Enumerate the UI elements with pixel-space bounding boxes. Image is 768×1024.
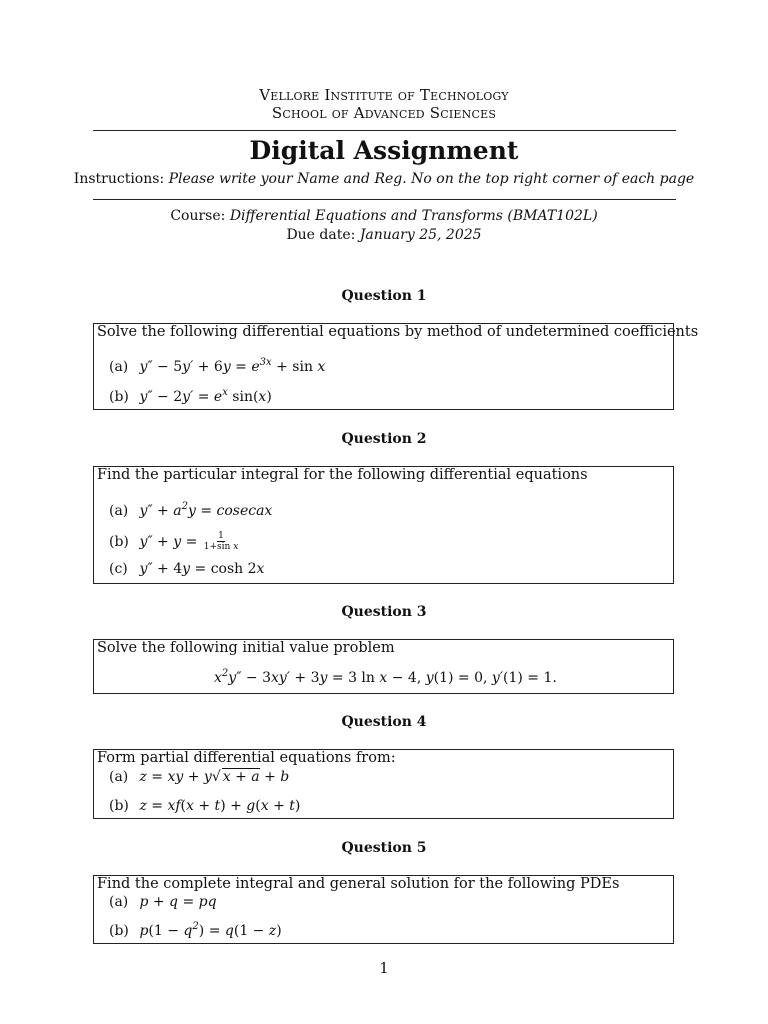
- question-5-heading: Question 5: [341, 840, 427, 856]
- question-2-heading: Question 2: [341, 431, 427, 447]
- question-2a: [109, 503, 272, 519]
- institute-name-text: Vellore Institute of Technology: [259, 86, 509, 104]
- question-3-intro: Solve the following initial value problem: [97, 640, 395, 656]
- question-1b-expr: $y'' - 2y' = e^x$ sin(x): [139, 387, 272, 405]
- school-name: [0, 104, 768, 122]
- question-4a: [109, 768, 289, 785]
- instructions: [0, 171, 768, 187]
- middle-rule: [93, 199, 676, 200]
- question-5b-expr: $p(1 - q^2) = q(1 - z)$: [139, 921, 282, 939]
- question-2-intro: Find the particular integral for the following differential equations: [97, 467, 588, 483]
- item-label: (b): [109, 533, 129, 550]
- question-3-box: [93, 639, 674, 694]
- question-2c-expr: y″ + 4y = cosh 2x: [139, 561, 265, 577]
- question-1a-expr: $y'' - 5y' + 6y = e^{3x} + \sin x$: [139, 357, 326, 375]
- question-2b-expr: y″ + y = $\frac{1}{\text{1+sin x}}$: [139, 531, 239, 552]
- question-4-heading: Question 4: [341, 714, 427, 730]
- item-label: (b): [109, 923, 129, 939]
- question-1-box: [93, 323, 699, 410]
- question-3-expr: $x^2y'' - 3xy' + 3y = 3$ ln x − 4, y(1) = 0, y′(1) = 1.: [214, 668, 557, 686]
- school-name-text: School of Advanced Sciences: [271, 104, 497, 122]
- question-2-box: [93, 466, 674, 584]
- instructions-label: Instructions:: [73, 171, 165, 187]
- course-label: Course:: [170, 208, 226, 224]
- due-text: January 25, 2025: [359, 227, 482, 243]
- item-label: (a): [109, 359, 129, 375]
- question-3-equation: [214, 670, 557, 686]
- question-5-box: [93, 875, 674, 944]
- due-date-line: [0, 227, 768, 243]
- item-label: (a): [109, 769, 129, 785]
- due-label: Due date:: [286, 227, 356, 243]
- question-1b: [109, 389, 272, 405]
- question-5b: [109, 923, 282, 939]
- question-5a: [109, 894, 217, 910]
- page-title: Digital Assignment: [249, 136, 519, 165]
- question-2a-expr: $y'' + a^2y$ = cosecax: [139, 501, 273, 519]
- question-5-intro: Find the complete integral and general solution for the following PDEs: [97, 876, 620, 892]
- institute-name: [0, 86, 768, 104]
- question-4a-expr: z = xy + y√ x + a + b: [139, 769, 290, 785]
- top-rule: [93, 130, 676, 131]
- item-label: (b): [109, 798, 129, 814]
- course-text: Differential Equations and Transforms (BMAT102L): [229, 208, 598, 224]
- question-1-heading: Question 1: [341, 288, 427, 304]
- question-4-intro: Form partial differential equations from:: [97, 750, 396, 766]
- item-label: (b): [109, 389, 129, 405]
- item-label: (c): [109, 561, 128, 577]
- course-line: [0, 208, 768, 224]
- question-1a: [109, 359, 325, 375]
- item-label: (a): [109, 894, 129, 910]
- question-4b-expr: z = xf(x + t) + g(x + t): [139, 798, 301, 814]
- question-5a-expr: p + q = pq: [139, 894, 217, 910]
- question-3-heading: Question 3: [341, 604, 427, 620]
- question-1-intro: Solve the following differential equations by method of undetermined coefficients: [97, 324, 699, 340]
- question-4-box: [93, 749, 674, 819]
- instructions-text: Please write your Name and Reg. No on the top right corner of each page: [168, 171, 695, 187]
- page-number: 1: [379, 959, 389, 977]
- item-label: (a): [109, 503, 129, 519]
- question-2c: [109, 561, 264, 577]
- question-2b: [109, 531, 240, 552]
- question-4b: [109, 798, 300, 814]
